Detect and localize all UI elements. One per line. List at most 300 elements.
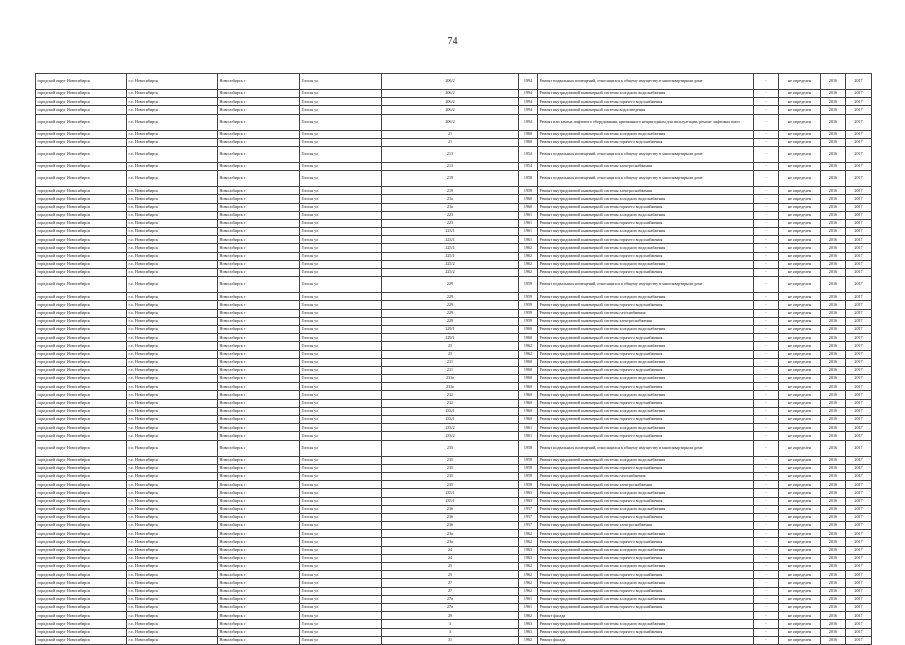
build-year-cell: 1960 bbox=[519, 325, 538, 333]
settlement-cell: Новосибирск г bbox=[218, 579, 300, 587]
house-number-cell: 23а bbox=[382, 530, 519, 538]
end-year-cell: 2017 bbox=[846, 464, 872, 472]
street-cell: Гоголя ул bbox=[300, 530, 382, 538]
table-row bbox=[36, 219, 872, 227]
deadline-cell: не определен bbox=[779, 146, 821, 162]
start-year-cell: 2016 bbox=[821, 162, 846, 170]
build-year-cell: 1957 bbox=[519, 513, 538, 521]
city-district-cell: г.о. Новосибирск bbox=[127, 293, 218, 301]
street-cell: Гоголя ул bbox=[300, 301, 382, 309]
start-year-cell: 2016 bbox=[821, 252, 846, 260]
house-number-cell: 231 bbox=[382, 358, 519, 366]
end-year-cell: 2017 bbox=[846, 74, 872, 90]
municipal-district-cell: городской округ Новосибирск bbox=[36, 195, 127, 203]
street-cell: Гоголя ул bbox=[300, 106, 382, 114]
house-number-cell: 27 bbox=[382, 587, 519, 595]
settlement-cell: Новосибирск г bbox=[218, 211, 300, 219]
work-type-cell: Ремонт внутридомовой инженерной системы холодного водоснабжения bbox=[538, 424, 754, 432]
municipal-district-cell: городской округ Новосибирск bbox=[36, 269, 127, 277]
table-row bbox=[36, 530, 872, 538]
end-year-cell: 2017 bbox=[846, 595, 872, 603]
end-year-cell: 2017 bbox=[846, 187, 872, 195]
cost-cell: - bbox=[754, 74, 779, 90]
house-number-cell: 29 bbox=[382, 612, 519, 620]
city-district-cell: г.о. Новосибирск bbox=[127, 497, 218, 505]
street-cell: Гоголя ул bbox=[300, 252, 382, 260]
municipal-district-cell: городской округ Новосибирск bbox=[36, 228, 127, 236]
cost-cell: - bbox=[754, 98, 779, 106]
cost-cell: - bbox=[754, 114, 779, 130]
deadline-cell: не определен bbox=[779, 325, 821, 333]
build-year-cell: 1994 bbox=[519, 98, 538, 106]
deadline-cell: не определен bbox=[779, 432, 821, 440]
build-year-cell: 1962 bbox=[519, 612, 538, 620]
city-district-cell: г.о. Новосибирск bbox=[127, 130, 218, 138]
start-year-cell: 2016 bbox=[821, 98, 846, 106]
build-year-cell: 1958 bbox=[519, 440, 538, 456]
end-year-cell: 2017 bbox=[846, 538, 872, 546]
settlement-cell: Новосибирск г bbox=[218, 269, 300, 277]
municipal-district-cell: городской округ Новосибирск bbox=[36, 481, 127, 489]
table-row bbox=[36, 603, 872, 611]
work-type-cell: Ремонт внутридомовой инженерной системы горячего водоснабжения bbox=[538, 252, 754, 260]
work-type-cell: Ремонт внутридомовой инженерной системы электроснабжения bbox=[538, 317, 754, 325]
start-year-cell: 2016 bbox=[821, 522, 846, 530]
cost-cell: - bbox=[754, 146, 779, 162]
start-year-cell: 2016 bbox=[821, 538, 846, 546]
start-year-cell: 2016 bbox=[821, 114, 846, 130]
cost-cell: - bbox=[754, 383, 779, 391]
build-year-cell: 1958 bbox=[519, 481, 538, 489]
house-number-cell: 233/1 bbox=[382, 416, 519, 424]
end-year-cell: 2017 bbox=[846, 636, 872, 644]
table-row bbox=[36, 98, 872, 106]
cost-cell: - bbox=[754, 464, 779, 472]
settlement-cell: Новосибирск г bbox=[218, 481, 300, 489]
build-year-cell: 1957 bbox=[519, 522, 538, 530]
end-year-cell: 2017 bbox=[846, 211, 872, 219]
work-type-cell: Ремонт внутридомовой инженерной системы горячего водоснабжения bbox=[538, 628, 754, 636]
street-cell: Гоголя ул bbox=[300, 424, 382, 432]
settlement-cell: Новосибирск г bbox=[218, 530, 300, 538]
street-cell: Гоголя ул bbox=[300, 98, 382, 106]
street-cell: Гоголя ул bbox=[300, 538, 382, 546]
municipal-district-cell: городской округ Новосибирск bbox=[36, 74, 127, 90]
city-district-cell: г.о. Новосибирск bbox=[127, 472, 218, 480]
end-year-cell: 2017 bbox=[846, 277, 872, 293]
work-type-cell: Ремонт внутридомовой инженерной системы горячего водоснабжения bbox=[538, 269, 754, 277]
work-type-cell: Ремонт внутридомовой инженерной системы электроснабжения bbox=[538, 522, 754, 530]
end-year-cell: 2017 bbox=[846, 603, 872, 611]
table-row bbox=[36, 375, 872, 383]
table-row bbox=[36, 228, 872, 236]
work-type-cell: Ремонт внутридомовой инженерной системы холодного водоснабжения bbox=[538, 228, 754, 236]
cost-cell: - bbox=[754, 244, 779, 252]
table-row bbox=[36, 489, 872, 497]
street-cell: Гоголя ул bbox=[300, 571, 382, 579]
start-year-cell: 2016 bbox=[821, 74, 846, 90]
end-year-cell: 2017 bbox=[846, 628, 872, 636]
start-year-cell: 2016 bbox=[821, 277, 846, 293]
municipal-district-cell: городской округ Новосибирск bbox=[36, 334, 127, 342]
deadline-cell: не определен bbox=[779, 195, 821, 203]
house-number-cell: 23 bbox=[382, 350, 519, 358]
start-year-cell: 2016 bbox=[821, 301, 846, 309]
work-type-cell: Ремонт внутридомовой инженерной системы холодного водоснабжения bbox=[538, 293, 754, 301]
build-year-cell: 1959 bbox=[519, 317, 538, 325]
municipal-district-cell: городской округ Новосибирск bbox=[36, 309, 127, 317]
settlement-cell: Новосибирск г bbox=[218, 383, 300, 391]
house-number-cell: 25 bbox=[382, 563, 519, 571]
city-district-cell: г.о. Новосибирск bbox=[127, 538, 218, 546]
house-number-cell: 213 bbox=[382, 162, 519, 170]
house-number-cell: 21 bbox=[382, 138, 519, 146]
deadline-cell: не определен bbox=[779, 407, 821, 415]
street-cell: Гоголя ул bbox=[300, 203, 382, 211]
end-year-cell: 2017 bbox=[846, 489, 872, 497]
build-year-cell: 1960 bbox=[519, 138, 538, 146]
work-type-cell: Ремонт внутридомовой инженерной системы холодного водоснабжения bbox=[538, 546, 754, 554]
municipal-district-cell: городской округ Новосибирск bbox=[36, 252, 127, 260]
municipal-district-cell: городской округ Новосибирск bbox=[36, 505, 127, 513]
cost-cell: - bbox=[754, 513, 779, 521]
city-district-cell: г.о. Новосибирск bbox=[127, 325, 218, 333]
start-year-cell: 2016 bbox=[821, 472, 846, 480]
cost-cell: - bbox=[754, 546, 779, 554]
table-row bbox=[36, 269, 872, 277]
street-cell: Гоголя ул bbox=[300, 293, 382, 301]
deadline-cell: не определен bbox=[779, 293, 821, 301]
house-number-cell: 236 bbox=[382, 522, 519, 530]
municipal-district-cell: городской округ Новосибирск bbox=[36, 277, 127, 293]
deadline-cell: не определен bbox=[779, 489, 821, 497]
settlement-cell: Новосибирск г bbox=[218, 399, 300, 407]
street-cell: Гоголя ул bbox=[300, 260, 382, 268]
build-year-cell: 1962 bbox=[519, 538, 538, 546]
end-year-cell: 2017 bbox=[846, 546, 872, 554]
settlement-cell: Новосибирск г bbox=[218, 546, 300, 554]
municipal-district-cell: городской округ Новосибирск bbox=[36, 293, 127, 301]
house-number-cell: 229 bbox=[382, 277, 519, 293]
municipal-district-cell: городской округ Новосибирск bbox=[36, 106, 127, 114]
house-number-cell: 236 bbox=[382, 505, 519, 513]
build-year-cell: 1954 bbox=[519, 146, 538, 162]
street-cell: Гоголя ул bbox=[300, 195, 382, 203]
settlement-cell: Новосибирск г bbox=[218, 252, 300, 260]
street-cell: Гоголя ул bbox=[300, 317, 382, 325]
city-district-cell: г.о. Новосибирск bbox=[127, 416, 218, 424]
build-year-cell: 1960 bbox=[519, 366, 538, 374]
cost-cell: - bbox=[754, 342, 779, 350]
start-year-cell: 2016 bbox=[821, 546, 846, 554]
street-cell: Гоголя ул bbox=[300, 407, 382, 415]
street-cell: Гоголя ул bbox=[300, 432, 382, 440]
street-cell: Гоголя ул bbox=[300, 146, 382, 162]
municipal-district-cell: городской округ Новосибирск bbox=[36, 350, 127, 358]
house-number-cell: 206/2 bbox=[382, 74, 519, 90]
start-year-cell: 2016 bbox=[821, 244, 846, 252]
settlement-cell: Новосибирск г bbox=[218, 472, 300, 480]
cost-cell: - bbox=[754, 554, 779, 562]
city-district-cell: г.о. Новосибирск bbox=[127, 269, 218, 277]
municipal-district-cell: городской округ Новосибирск bbox=[36, 171, 127, 187]
end-year-cell: 2017 bbox=[846, 587, 872, 595]
municipal-district-cell: городской округ Новосибирск bbox=[36, 456, 127, 464]
settlement-cell: Новосибирск г bbox=[218, 162, 300, 170]
table-row bbox=[36, 334, 872, 342]
cost-cell: - bbox=[754, 489, 779, 497]
start-year-cell: 2016 bbox=[821, 317, 846, 325]
street-cell: Гоголя ул bbox=[300, 383, 382, 391]
end-year-cell: 2017 bbox=[846, 424, 872, 432]
table-row bbox=[36, 456, 872, 464]
house-number-cell: 235 bbox=[382, 464, 519, 472]
work-type-cell: Ремонт внутридомовой инженерной системы холодного водоснабжения bbox=[538, 211, 754, 219]
table-row bbox=[36, 424, 872, 432]
settlement-cell: Новосибирск г bbox=[218, 74, 300, 90]
municipal-district-cell: городской округ Новосибирск bbox=[36, 325, 127, 333]
start-year-cell: 2016 bbox=[821, 236, 846, 244]
settlement-cell: Новосибирск г bbox=[218, 106, 300, 114]
city-district-cell: г.о. Новосибирск bbox=[127, 489, 218, 497]
start-year-cell: 2016 bbox=[821, 146, 846, 162]
start-year-cell: 2016 bbox=[821, 554, 846, 562]
municipal-district-cell: городской округ Новосибирск bbox=[36, 628, 127, 636]
city-district-cell: г.о. Новосибирск bbox=[127, 236, 218, 244]
work-type-cell: Ремонт внутридомовой инженерной системы горячего водоснабжения bbox=[538, 587, 754, 595]
build-year-cell: 1961 bbox=[519, 603, 538, 611]
cost-cell: - bbox=[754, 424, 779, 432]
house-number-cell: 232 bbox=[382, 399, 519, 407]
end-year-cell: 2017 bbox=[846, 195, 872, 203]
deadline-cell: не определен bbox=[779, 350, 821, 358]
cost-cell: - bbox=[754, 587, 779, 595]
settlement-cell: Новосибирск г bbox=[218, 325, 300, 333]
city-district-cell: г.о. Новосибирск bbox=[127, 309, 218, 317]
street-cell: Гоголя ул bbox=[300, 554, 382, 562]
build-year-cell: 1961 bbox=[519, 432, 538, 440]
house-number-cell: 223 bbox=[382, 211, 519, 219]
build-year-cell: 1960 bbox=[519, 407, 538, 415]
table-row bbox=[36, 252, 872, 260]
end-year-cell: 2017 bbox=[846, 162, 872, 170]
deadline-cell: не определен bbox=[779, 219, 821, 227]
end-year-cell: 2017 bbox=[846, 350, 872, 358]
deadline-cell: не определен bbox=[779, 571, 821, 579]
municipal-district-cell: городской округ Новосибирск bbox=[36, 587, 127, 595]
city-district-cell: г.о. Новосибирск bbox=[127, 579, 218, 587]
work-type-cell: Ремонт внутридомовой инженерной системы холодного водоснабжения bbox=[538, 505, 754, 513]
municipal-district-cell: городской округ Новосибирск bbox=[36, 260, 127, 268]
house-number-cell: 219 bbox=[382, 187, 519, 195]
deadline-cell: не определен bbox=[779, 595, 821, 603]
deadline-cell: не определен bbox=[779, 301, 821, 309]
city-district-cell: г.о. Новосибирск bbox=[127, 114, 218, 130]
municipal-district-cell: городской округ Новосибирск bbox=[36, 612, 127, 620]
deadline-cell: не определен bbox=[779, 187, 821, 195]
street-cell: Гоголя ул bbox=[300, 456, 382, 464]
build-year-cell: 1963 bbox=[519, 489, 538, 497]
build-year-cell: 1960 bbox=[519, 399, 538, 407]
work-type-cell: Ремонт внутридомовой инженерной системы горячего водоснабжения bbox=[538, 138, 754, 146]
table-row bbox=[36, 236, 872, 244]
cost-cell: - bbox=[754, 571, 779, 579]
street-cell: Гоголя ул bbox=[300, 481, 382, 489]
city-district-cell: г.о. Новосибирск bbox=[127, 571, 218, 579]
work-type-cell: Ремонт внутридомовой инженерной системы горячего водоснабжения bbox=[538, 219, 754, 227]
end-year-cell: 2017 bbox=[846, 612, 872, 620]
build-year-cell: 1961 bbox=[519, 211, 538, 219]
start-year-cell: 2016 bbox=[821, 587, 846, 595]
house-number-cell: 225/1 bbox=[382, 252, 519, 260]
deadline-cell: не определен bbox=[779, 472, 821, 480]
build-year-cell: 1961 bbox=[519, 236, 538, 244]
deadline-cell: не определен bbox=[779, 612, 821, 620]
cost-cell: - bbox=[754, 130, 779, 138]
table-row bbox=[36, 260, 872, 268]
work-type-cell: Ремонт внутридомовой инженерной системы горячего водоснабжения bbox=[538, 571, 754, 579]
cost-cell: - bbox=[754, 375, 779, 383]
settlement-cell: Новосибирск г bbox=[218, 244, 300, 252]
build-year-cell: 1962 bbox=[519, 587, 538, 595]
start-year-cell: 2016 bbox=[821, 505, 846, 513]
end-year-cell: 2017 bbox=[846, 358, 872, 366]
work-type-cell: Ремонт внутридомовой инженерной системы горячего водоснабжения bbox=[538, 98, 754, 106]
street-cell: Гоголя ул bbox=[300, 350, 382, 358]
settlement-cell: Новосибирск г bbox=[218, 219, 300, 227]
cost-cell: - bbox=[754, 603, 779, 611]
settlement-cell: Новосибирск г bbox=[218, 301, 300, 309]
deadline-cell: не определен bbox=[779, 530, 821, 538]
settlement-cell: Новосибирск г bbox=[218, 146, 300, 162]
table-row bbox=[36, 571, 872, 579]
start-year-cell: 2016 bbox=[821, 325, 846, 333]
deadline-cell: не определен bbox=[779, 375, 821, 383]
work-type-cell: Ремонт подвальных помещений, относящихся к общему имуществу в многоквартирном доме bbox=[538, 146, 754, 162]
start-year-cell: 2016 bbox=[821, 636, 846, 644]
end-year-cell: 2017 bbox=[846, 522, 872, 530]
table-row bbox=[36, 554, 872, 562]
street-cell: Гоголя ул bbox=[300, 513, 382, 521]
municipal-district-cell: городской округ Новосибирск bbox=[36, 114, 127, 130]
table-row bbox=[36, 546, 872, 554]
street-cell: Гоголя ул bbox=[300, 612, 382, 620]
city-district-cell: г.о. Новосибирск bbox=[127, 628, 218, 636]
end-year-cell: 2017 bbox=[846, 171, 872, 187]
start-year-cell: 2016 bbox=[821, 407, 846, 415]
street-cell: Гоголя ул bbox=[300, 620, 382, 628]
municipal-district-cell: городской округ Новосибирск bbox=[36, 146, 127, 162]
end-year-cell: 2017 bbox=[846, 342, 872, 350]
start-year-cell: 2016 bbox=[821, 130, 846, 138]
settlement-cell: Новосибирск г bbox=[218, 587, 300, 595]
start-year-cell: 2016 bbox=[821, 595, 846, 603]
street-cell: Гоголя ул bbox=[300, 342, 382, 350]
end-year-cell: 2017 bbox=[846, 571, 872, 579]
street-cell: Гоголя ул bbox=[300, 171, 382, 187]
settlement-cell: Новосибирск г bbox=[218, 391, 300, 399]
city-district-cell: г.о. Новосибирск bbox=[127, 456, 218, 464]
cost-cell: - bbox=[754, 416, 779, 424]
street-cell: Гоголя ул bbox=[300, 114, 382, 130]
build-year-cell: 1963 bbox=[519, 497, 538, 505]
cost-cell: - bbox=[754, 612, 779, 620]
house-number-cell: 225/2 bbox=[382, 260, 519, 268]
house-number-cell: 27а bbox=[382, 595, 519, 603]
end-year-cell: 2017 bbox=[846, 530, 872, 538]
street-cell: Гоголя ул bbox=[300, 334, 382, 342]
table-row bbox=[36, 440, 872, 456]
build-year-cell: 1962 bbox=[519, 530, 538, 538]
house-number-cell: 231а bbox=[382, 375, 519, 383]
settlement-cell: Новосибирск г bbox=[218, 171, 300, 187]
deadline-cell: не определен bbox=[779, 456, 821, 464]
city-district-cell: г.о. Новосибирск bbox=[127, 424, 218, 432]
cost-cell: - bbox=[754, 579, 779, 587]
city-district-cell: г.о. Новосибирск bbox=[127, 399, 218, 407]
build-year-cell: 1959 bbox=[519, 293, 538, 301]
table-row bbox=[36, 579, 872, 587]
city-district-cell: г.о. Новосибирск bbox=[127, 522, 218, 530]
deadline-cell: не определен bbox=[779, 497, 821, 505]
capital-repair-table bbox=[35, 73, 872, 645]
table-row bbox=[36, 432, 872, 440]
start-year-cell: 2016 bbox=[821, 358, 846, 366]
street-cell: Гоголя ул bbox=[300, 277, 382, 293]
start-year-cell: 2016 bbox=[821, 342, 846, 350]
end-year-cell: 2017 bbox=[846, 219, 872, 227]
table-row bbox=[36, 513, 872, 521]
city-district-cell: г.о. Новосибирск bbox=[127, 546, 218, 554]
table-row bbox=[36, 464, 872, 472]
table-row bbox=[36, 472, 872, 480]
municipal-district-cell: городской округ Новосибирск bbox=[36, 571, 127, 579]
municipal-district-cell: городской округ Новосибирск bbox=[36, 522, 127, 530]
table-row bbox=[36, 90, 872, 98]
settlement-cell: Новосибирск г bbox=[218, 636, 300, 644]
settlement-cell: Новосибирск г bbox=[218, 432, 300, 440]
table-row bbox=[36, 563, 872, 571]
end-year-cell: 2017 bbox=[846, 383, 872, 391]
cost-cell: - bbox=[754, 106, 779, 114]
street-cell: Гоголя ул bbox=[300, 546, 382, 554]
city-district-cell: г.о. Новосибирск bbox=[127, 358, 218, 366]
deadline-cell: не определен bbox=[779, 252, 821, 260]
settlement-cell: Новосибирск г bbox=[218, 522, 300, 530]
street-cell: Гоголя ул bbox=[300, 90, 382, 98]
start-year-cell: 2016 bbox=[821, 628, 846, 636]
municipal-district-cell: городской округ Новосибирск bbox=[36, 138, 127, 146]
settlement-cell: Новосибирск г bbox=[218, 228, 300, 236]
municipal-district-cell: городской округ Новосибирск bbox=[36, 375, 127, 383]
table-row bbox=[36, 505, 872, 513]
cost-cell: - bbox=[754, 620, 779, 628]
settlement-cell: Новосибирск г bbox=[218, 114, 300, 130]
start-year-cell: 2016 bbox=[821, 399, 846, 407]
build-year-cell: 1961 bbox=[519, 424, 538, 432]
deadline-cell: не определен bbox=[779, 203, 821, 211]
city-district-cell: г.о. Новосибирск bbox=[127, 252, 218, 260]
start-year-cell: 2016 bbox=[821, 620, 846, 628]
work-type-cell: Ремонт подвальных помещений, относящихся к общему имуществу в многоквартирном доме bbox=[538, 74, 754, 90]
city-district-cell: г.о. Новосибирск bbox=[127, 244, 218, 252]
build-year-cell: 1962 bbox=[519, 260, 538, 268]
build-year-cell: 1959 bbox=[519, 277, 538, 293]
end-year-cell: 2017 bbox=[846, 146, 872, 162]
house-number-cell: 223/1 bbox=[382, 228, 519, 236]
work-type-cell: Ремонт внутридомовой инженерной системы горячего водоснабжения bbox=[538, 464, 754, 472]
work-type-cell: Ремонт внутридомовой инженерной системы холодного водоснабжения bbox=[538, 358, 754, 366]
